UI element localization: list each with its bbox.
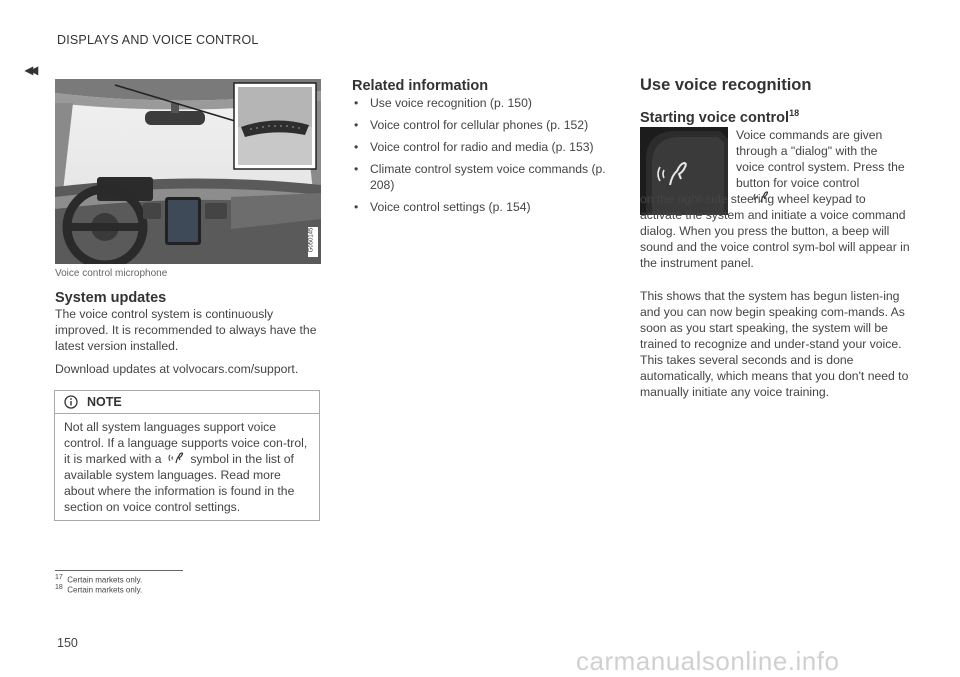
related-link[interactable]: • Voice control for radio and media (p. 153) bbox=[354, 140, 594, 154]
voice-microphone-illustration bbox=[55, 79, 321, 264]
related-link[interactable]: • Climate control system voice commands (p. 208) bbox=[354, 162, 606, 192]
voice-intro-text: Voice commands are given through a "dialog" with the voice control system. Press the button for voice control bbox=[736, 128, 905, 190]
footnote-divider bbox=[55, 570, 183, 571]
system-updates-paragraph: The voice control system is continuously improved. It is recommended to always have the latest version installed. bbox=[55, 307, 317, 353]
figure-caption: Voice control microphone bbox=[55, 268, 168, 279]
note-box bbox=[54, 390, 320, 521]
starting-voice-control-heading: Starting voice control$^{18}$ bbox=[640, 108, 800, 126]
starting-voice-heading-wrap bbox=[640, 108, 799, 126]
footnote: $^{17}$ Certain markets only. bbox=[55, 574, 143, 585]
download-updates-paragraph: Download updates at volvocars.com/support. bbox=[55, 362, 299, 376]
related-link[interactable]: • Voice control settings (p. 154) bbox=[354, 200, 531, 214]
footnote: $^{18}$ Certain markets only. bbox=[55, 584, 143, 595]
related-links-list bbox=[352, 95, 614, 221]
page-number: 150 bbox=[57, 636, 78, 650]
note-text: Not all system languages support voice control. If a language supports voice con-trol, it is marked with a symbol in the list of available system languages. Read more about where the information is found in the section on voice control settings. bbox=[64, 420, 308, 514]
use-voice-recognition-heading: Use voice recognition bbox=[640, 76, 812, 94]
continuation-mark: ◂◂ bbox=[25, 62, 36, 79]
site-watermark: carmanualsonline.info bbox=[576, 646, 840, 676]
figure-code-label: G050145 bbox=[308, 227, 318, 257]
related-information-heading-wrap bbox=[352, 78, 488, 94]
voice-activation-text: on the right-side steering wheel keypad to activate the system and initiate a voice command dialog. When you press the button, a beep will sound and the voice control sym-bol will appear in the instrument panel. bbox=[640, 192, 910, 270]
system-updates-section bbox=[55, 290, 321, 377]
system-updates-heading: System updates bbox=[55, 290, 167, 306]
related-link[interactable]: • Voice control for cellular phones (p. 152) bbox=[354, 118, 589, 132]
related-link[interactable]: • Use voice recognition (p. 150) bbox=[354, 96, 532, 110]
note-title: NOTE bbox=[87, 395, 122, 409]
info-icon bbox=[64, 395, 78, 409]
section-header: DISPLAYS AND VOICE CONTROL bbox=[57, 33, 259, 47]
voice-training-text: This shows that the system has begun listen-ing and you can now begin speaking com-mands. As soon as you start speaking, the system will be trained to recognize and under-stand your voice. This takes several seconds and is done automatically, which means that you don't need to manually initiate any voice training. bbox=[640, 289, 909, 399]
voice-control-icon bbox=[167, 451, 185, 465]
note-header bbox=[55, 391, 319, 414]
use-voice-heading-wrap bbox=[640, 76, 811, 95]
related-information-heading: Related information bbox=[352, 78, 489, 94]
